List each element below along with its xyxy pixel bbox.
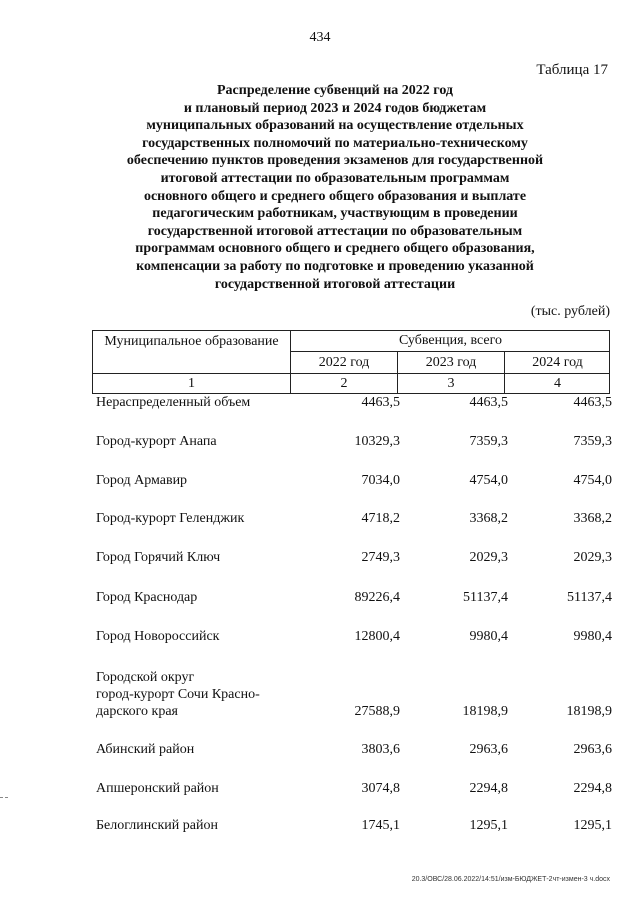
municipality-name-line: Город Горячий Ключ — [96, 550, 221, 565]
municipality-name-line: дарского края — [96, 704, 178, 719]
title-line: Распределение субвенций на 2022 год — [217, 83, 453, 98]
page-number: 434 — [309, 30, 331, 45]
value-2024: 2029,3 — [573, 550, 612, 565]
value-2022: 3803,6 — [361, 742, 400, 757]
value-2022: 4463,5 — [361, 395, 400, 410]
column-number-3: 3 — [447, 375, 455, 391]
title-line: муниципальных образований на осуществление отдельных — [146, 118, 524, 134]
table-row — [96, 394, 612, 834]
municipality-name-line: Город Краснодар — [96, 590, 198, 605]
title-line: и плановый период 2023 и 2024 годов бюджетам — [183, 100, 487, 116]
municipality-name-line: Город Армавир — [96, 473, 188, 488]
value-2022: 4718,2 — [361, 511, 400, 526]
value-2024: 3368,2 — [573, 511, 612, 526]
municipality-name — [96, 817, 286, 834]
municipality-name-line: Город-курорт Анапа — [96, 434, 217, 449]
header-subvention-total: Субвенция, всего — [398, 333, 503, 348]
title-line: компенсации за работу по подготовке и проведению указанной — [136, 258, 534, 274]
header-year-2024: 2024 год — [532, 354, 583, 370]
municipality-name-line: город-курорт Сочи Красно- — [96, 687, 260, 702]
municipality-name-line: Город Новороссийск — [96, 629, 220, 644]
value-2023: 51137,4 — [463, 590, 508, 605]
margin-mark — [0, 797, 8, 798]
value-2023: 7359,3 — [469, 434, 508, 449]
value-2022: 7034,0 — [361, 473, 400, 488]
value-2024: 4754,0 — [573, 473, 612, 488]
value-2022: 89226,4 — [354, 590, 400, 605]
municipality-name-line: Нераспределенный объем — [96, 395, 251, 410]
column-number-2: 2 — [340, 375, 348, 391]
value-2023: 9980,4 — [469, 629, 508, 644]
value-2024: 2963,6 — [573, 742, 612, 757]
value-2023: 4463,5 — [469, 395, 508, 410]
value-2024: 4463,5 — [573, 395, 612, 410]
value-2022: 3074,8 — [361, 781, 400, 796]
municipality-name-line: Городской округ — [96, 670, 195, 685]
value-2024: 9980,4 — [573, 629, 612, 644]
municipality-name-line: Город-курорт Геленджик — [96, 511, 245, 526]
table-header — [92, 330, 610, 394]
value-2024: 18198,9 — [566, 704, 612, 719]
value-2023: 2963,6 — [469, 742, 508, 757]
column-number-1: 1 — [188, 375, 195, 391]
header-year-2022: 2022 год — [318, 354, 370, 370]
value-2023: 2029,3 — [469, 550, 508, 565]
value-2023: 1295,1 — [469, 818, 508, 833]
municipality-name-line: Белоглинский район — [96, 818, 218, 833]
value-2024: 7359,3 — [573, 434, 612, 449]
title-line: итоговой аттестации по образовательным программам — [160, 170, 510, 186]
file-path-footer: 20.3/ОВС/28.06.2022/14:51/изм-БЮДЖЕТ-2чт-измен-3 ч.docx — [411, 876, 610, 883]
value-2022: 1745,1 — [361, 818, 400, 833]
value-2023: 3368,2 — [469, 511, 508, 526]
title-line: государственной итоговой аттестации по образовательным — [147, 223, 523, 239]
value-2022: 2749,3 — [361, 550, 400, 565]
value-2022: 10329,3 — [354, 434, 400, 449]
value-2022: 27588,9 — [354, 704, 400, 719]
municipality-name-line: Абинский район — [96, 742, 195, 757]
value-2024: 2294,8 — [573, 781, 612, 796]
value-2024: 51137,4 — [567, 590, 612, 605]
municipality-name-line: Апшеронский район — [96, 781, 219, 796]
title-line: обеспечению пунктов проведения экзаменов для государственной — [126, 153, 544, 169]
table-label: Таблица 17 — [536, 62, 608, 78]
value-2023: 2294,8 — [469, 781, 508, 796]
document-title — [90, 82, 580, 293]
value-2023: 4754,0 — [469, 473, 508, 488]
value-2024: 1295,1 — [573, 818, 612, 833]
title-line: государственных полномочий по материально-техническому — [142, 135, 528, 151]
title-line: педагогическим работникам, участвующим в проведении — [152, 206, 518, 222]
title-line: основного общего и среднего общего образования и выплате — [143, 188, 527, 204]
header-year-2023: 2023 год — [425, 354, 477, 370]
value-2023: 18198,9 — [462, 704, 508, 719]
value-2022: 12800,4 — [354, 629, 400, 644]
title-line: государственной итоговой аттестации — [214, 276, 456, 292]
title-line: программам основного общего и среднего общего образования, — [135, 241, 535, 257]
header-municipality: Муниципальное образование — [104, 334, 279, 349]
units-label: (тыс. рублей) — [530, 304, 610, 319]
column-number-4: 4 — [554, 375, 561, 391]
